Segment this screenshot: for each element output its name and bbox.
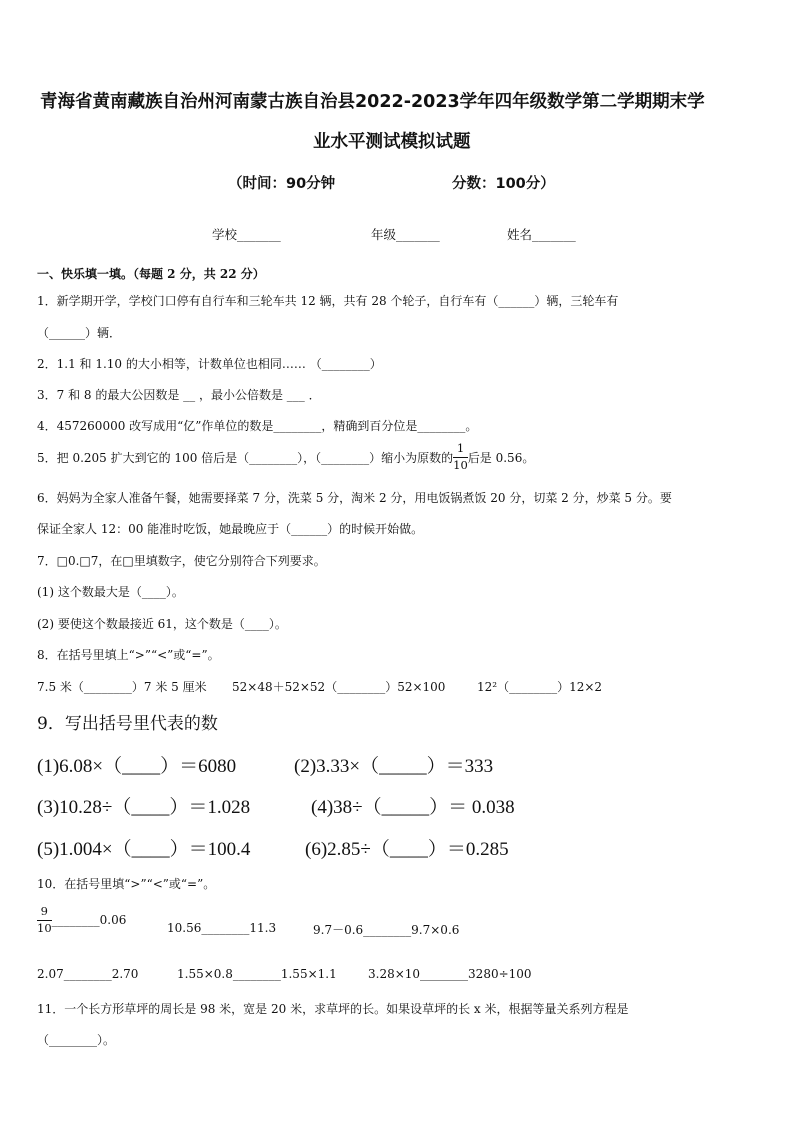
question-1-line2: （______）辆． [37, 326, 122, 340]
question-1-line1: 1．新学期开学，学校门口停有自行车和三轮车共 12 辆，共有 28 个轮子，自行车有（______）辆，三轮车有 [37, 294, 619, 308]
page-title-line1: 青海省黄南藏族自治州河南蒙古族自治县2022-2023学年四年级数学第二学期期末学 [40, 92, 705, 112]
question-10-item-5: 1.55×0.8________1.55×1.1 [177, 967, 337, 981]
question-9-item-2: (2)3.33×（_____）＝333 [294, 756, 494, 777]
fraction-numerator: 9 [37, 906, 52, 921]
question-8-item-1: 7.5 米（________）7 米 5 厘米 [37, 680, 207, 694]
question-7-part-2: (2) 要使这个数最接近 61，这个数是（____）。 [37, 617, 287, 631]
name-field: 姓名_______ [507, 227, 576, 242]
question-10-item-2: 10.56________11.3 [167, 921, 277, 935]
question-9-item-5: (5)1.004×（____）＝100.4 [37, 839, 251, 860]
question-10-item-3: 9.7－0.6________9.7×0.6 [313, 923, 460, 937]
question-10-item-6: 3.28×10________3280÷100 [368, 967, 532, 981]
question-8: 8．在括号里填上“>”“<”或“=”。 [37, 648, 220, 662]
question-2: 2．1.1 和 1.10 的大小相等，计数单位也相同…… （________） [37, 357, 382, 371]
fraction-denominator: 10 [453, 457, 468, 472]
fraction-denominator: 10 [37, 920, 52, 935]
fraction-nine-tenths [37, 906, 52, 934]
question-4: 4．457260000 改写成用“亿”作单位的数是________，精确到百分位是________。 [37, 419, 478, 433]
question-9-item-4: (4)38÷（_____）＝ 0.038 [311, 797, 515, 818]
question-9-item-6: (6)2.85÷（____）＝0.285 [305, 839, 509, 860]
section-heading: 一、快乐填一填。（每题 2 分，共 22 分） [37, 267, 265, 281]
question-11-line2: （________）。 [37, 1033, 116, 1047]
exam-score: 分数：100分） [452, 176, 555, 192]
question-5 [37, 443, 534, 471]
question-6-line2: 保证全家人 12：00 能准时吃饭，她最晚应于（______）的时候开始做。 [37, 522, 424, 536]
question-7: 7．□0.□7，在□里填数字，使它分别符合下列要求。 [37, 554, 326, 568]
question-10-item-1-text: ________0.06 [51, 913, 127, 927]
question-5-part-b: 后是 0.56。 [467, 450, 535, 465]
fraction-one-tenth [453, 443, 468, 471]
question-9-item-3: (3)10.28÷（____）＝1.028 [37, 797, 251, 818]
question-9: 9．写出括号里代表的数 [37, 714, 218, 734]
question-9-item-1: (1)6.08×（____）＝6080 [37, 756, 237, 777]
question-11-line1: 11．一个长方形草坪的周长是 98 米，宽是 20 米，求草坪的长。如果设草坪的长 x 米，根据等量关系列方程是 [37, 1002, 629, 1016]
question-10-item-4: 2.07________2.70 [37, 967, 139, 981]
question-3: 3．7 和 8 的最大公因数是 __ ，最小公倍数是 ___ ． [37, 388, 321, 402]
fraction-numerator: 1 [453, 443, 468, 458]
question-8-item-3: 12²（________）12×2 [477, 680, 603, 694]
exam-time: （时间：90分钟 [228, 176, 336, 192]
question-6-line1: 6．妈妈为全家人准备午餐，她需要择菜 7 分，洗菜 5 分，淘米 2 分，用电饭锅煮饭 20 分，切菜 2 分，炒菜 5 分。要 [37, 491, 672, 505]
school-field: 学校_______ [212, 227, 281, 242]
question-10: 10．在括号里填“>”“<”或“=”。 [37, 877, 216, 891]
question-5-part-a: 5．把 0.205 扩大到它的 100 倍后是（________），（________）缩小为原数的 [37, 450, 454, 465]
question-7-part-1: (1) 这个数最大是（____）。 [37, 585, 184, 599]
question-8-item-2: 52×48＋52×52（________）52×100 [232, 680, 446, 694]
grade-field: 年级_______ [371, 227, 440, 242]
page-title-line2: 业水平测试模拟试题 [313, 132, 471, 152]
question-10-item-1 [37, 906, 126, 934]
